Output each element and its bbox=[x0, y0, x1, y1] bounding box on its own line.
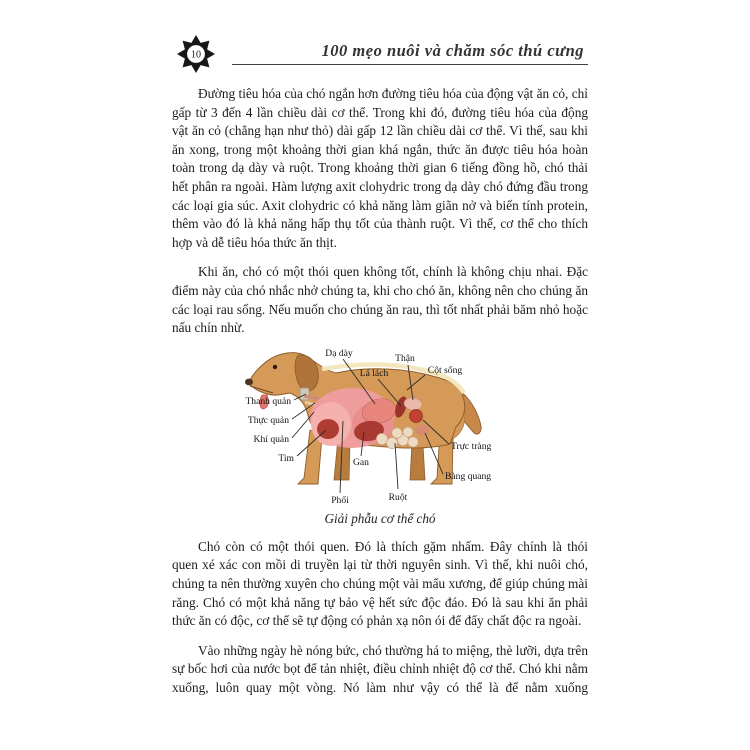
label-lungs: Phổi bbox=[331, 494, 349, 506]
page-header bbox=[172, 38, 588, 66]
bladder-shape bbox=[415, 424, 429, 435]
anatomy-figure bbox=[172, 344, 588, 527]
label-intestine: Ruột bbox=[388, 491, 408, 503]
label-bladder: Bàng quang bbox=[445, 470, 492, 482]
page-number: 10 bbox=[191, 49, 201, 61]
label-spleen: Lá lách bbox=[359, 367, 389, 379]
label-stomach: Dạ dày bbox=[325, 347, 353, 359]
header-rule bbox=[232, 38, 588, 65]
page-number-badge bbox=[176, 34, 216, 74]
label-larynx: Thanh quản bbox=[245, 395, 291, 407]
paragraph-chewing-habit: Khi ăn, chó có một thói quen không tốt, chính là không chịu nhai. Đặc điểm này của chó nhắc nhở chúng ta, khi cho chó ăn, không nên cho chúng ăn các loại rau sống. Nếu muốn cho chúng ăn rau, thì tốt nhất phải băm nhỏ hoặc nấu chín nhừ. bbox=[172, 264, 588, 336]
rectum-shape bbox=[410, 409, 423, 422]
label-spine: Cột sống bbox=[427, 364, 463, 376]
label-liver: Gan bbox=[353, 456, 369, 468]
label-trachea: Khí quản bbox=[253, 433, 289, 445]
text-block bbox=[172, 85, 588, 697]
dog-nose bbox=[245, 378, 253, 385]
dog-anatomy-illustration bbox=[172, 344, 588, 510]
figure-caption: Giải phẫu cơ thể chó bbox=[324, 510, 436, 526]
label-rectum: Trực tràng bbox=[451, 440, 492, 452]
label-kidney: Thận bbox=[395, 352, 415, 364]
header-title: 100 mẹo nuôi và chăm sóc thú cưng bbox=[321, 41, 584, 60]
paragraph-gnawing-habit: Chó còn có một thói quen. Đó là thích gặm nhấm. Đây chính là thói quen xé xác con mồi di truyền lại từ thời nguyên sinh. Vì thế, khi nuôi chó, chúng ta nên thường xuyên cho chúng một vài mẩu xương, để giúp chúng mài răng. Chó có một khả năng tự bảo vệ hết sức độc đáo. Đó là sau khi ăn phải thức ăn có độc, cơ thể sẽ tự động có phản xạ nôn ói để đẩy chất độc ra ngoài. bbox=[172, 538, 588, 629]
book-page bbox=[172, 38, 588, 697]
label-esophagus: Thực quản bbox=[247, 414, 289, 426]
paragraph-digestion: Đường tiêu hóa của chó ngắn hơn đường tiêu hóa của động vật ăn cỏ, chỉ gấp từ 3 đến 4 lần chiều dài cơ thể. Trong khi đó, đường tiêu hóa của động vật ăn cỏ (chẳng hạn như thỏ) dài gấp 12 lần chiều dài cơ thể. Vì thế, sau khi ăn xong, trong một khoảng thời gian khá ngắn, thức ăn được tiêu hóa hoàn toàn trong dạ dày và ruột. Trong khoảng thời gian 6 tiếng đồng hồ, chó thải hết phân ra ngoài. Hàm lượng axit clohydric trong dạ dày chó đứng đầu trong các loại gia súc. Axit clohydric có khả năng làm giãn nở và biến tính protein, thêm vào đó là khả năng hấp thụ tốt của thành ruột. Vì thế, cơ thể cho thích hợp và dễ tiêu hóa thức ăn thịt. bbox=[172, 86, 588, 250]
label-heart: Tim bbox=[278, 452, 294, 464]
paragraph-cooling: Vào những ngày hè nóng bức, chó thường há to miệng, thè lưỡi, dựa trên sự bốc hơi của nước bọt để tản nhiệt, điều chỉnh nhiệt độ cơ thể. Chó khi nằm xuống, luôn quay một vòng. Nó làm như vậy có thể là để nằm xuống bbox=[172, 642, 588, 695]
dog-eye bbox=[273, 365, 277, 369]
heart-shape bbox=[317, 419, 339, 439]
